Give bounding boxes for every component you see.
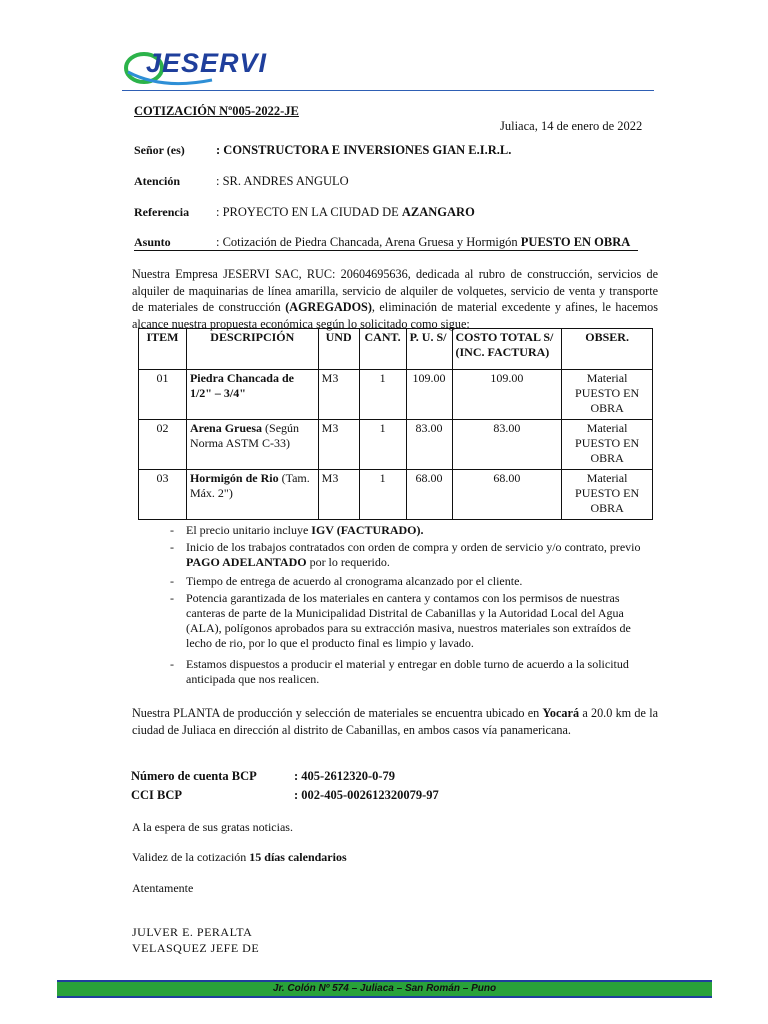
cell-cant: 1: [359, 470, 406, 520]
table-row: [139, 470, 653, 520]
bullet-dash: -: [170, 574, 174, 588]
asunto-text: : Cotización de Piedra Chancada, Arena Gruesa y Hormigón: [216, 235, 521, 249]
bullet-dash: -: [170, 540, 174, 554]
planta-bold: Yocará: [542, 706, 580, 720]
desc-bold: Hormigón de Rio: [189, 471, 279, 485]
referencia-bold: AZANGARO: [401, 205, 475, 219]
note-bold: IGV (FACTURADO).: [311, 523, 424, 537]
note-bold: PAGO ADELANTADO: [186, 555, 307, 569]
bullet-dash: -: [170, 591, 174, 605]
cell-item: 02: [139, 420, 187, 470]
referencia-label: Referencia: [134, 205, 190, 219]
cell-descripcion: [186, 470, 318, 520]
table-header-row: [139, 329, 653, 370]
espera-text: A la espera de sus gratas noticias.: [132, 820, 293, 834]
col-header-item: ITEM: [139, 329, 187, 370]
notes-list: [170, 523, 670, 687]
cell-obser: Material PUESTO EN OBRA: [562, 420, 653, 470]
desc-rest: (Según Norma ASTM C-33): [189, 421, 300, 450]
cell-und: M3: [318, 370, 359, 420]
col-header-pu: P. U. S/: [406, 329, 452, 370]
col-header-obser: OBSER.: [562, 329, 653, 370]
intro-bold: (AGREGADOS): [285, 300, 372, 314]
senor-value: : CONSTRUCTORA E INVERSIONES GIAN E.I.R.L.: [216, 143, 512, 157]
asunto-underline: [134, 250, 638, 251]
desc-rest: (Tam. Máx. 2"): [189, 471, 310, 500]
bank-account-value: : 405-2612320-0-79: [294, 769, 396, 783]
footer-border-bottom: [57, 996, 712, 998]
cell-cant: 1: [359, 420, 406, 470]
cell-und: M3: [318, 420, 359, 470]
note-text: El precio unitario incluye: [186, 523, 312, 537]
note-item: [170, 574, 670, 589]
col-header-cant: CANT.: [359, 329, 406, 370]
cci-label: CCI BCP: [131, 788, 183, 802]
cell-und: M3: [318, 470, 359, 520]
validez-text: [132, 850, 347, 865]
note-item: [170, 657, 666, 687]
col-header-descripcion: DESCRIPCIÓN: [186, 329, 318, 370]
validez-label: Validez de la cotización: [132, 850, 250, 864]
validez-bold: 15 días calendarios: [249, 850, 347, 864]
planta-text-2: a 20.0 km de la ciudad de Juliaca en dirección al distrito de Cabanillas, en ambos casos vía panamericana.: [132, 706, 658, 737]
planta-paragraph: [132, 705, 658, 738]
cell-pu: 83.00: [406, 420, 452, 470]
desc-bold: Arena Gruesa: [189, 421, 263, 435]
cell-total: 83.00: [452, 420, 562, 470]
cell-total: 68.00: [452, 470, 562, 520]
intro-text-1: Nuestra Empresa JESERVI SAC, RUC: 20604695636, dedicada al rubro de construcción, servicios de alquiler de maquinarias de línea amarilla, servicio de alquiler de volquetes, servicio de venta y transporte de materiales de construcción: [132, 267, 658, 314]
note-text: Tiempo de entrega de acuerdo al cronograma alcanzado por el cliente.: [186, 574, 523, 588]
cell-cant: 1: [359, 370, 406, 420]
referencia-text: : PROYECTO EN LA CIUDAD DE: [216, 205, 402, 219]
atencion-label: Atención: [134, 174, 180, 188]
cell-pu: 109.00: [406, 370, 452, 420]
note-item: [170, 540, 670, 570]
cell-item: 01: [139, 370, 187, 420]
note-item: [170, 591, 656, 651]
table-row: [139, 420, 653, 470]
bullet-dash: -: [170, 523, 174, 537]
note-text: Estamos dispuestos a producir el material y entregar en doble turno de acuerdo a la solicitud anticipada que nos realicen.: [186, 657, 629, 686]
signer-title: VELASQUEZ JEFE DE: [132, 941, 260, 955]
note-item: [170, 523, 670, 538]
asunto-bold: PUESTO EN OBRA: [520, 235, 631, 249]
footer-address: Jr. Colón Nº 574 – Juliaca – San Román – Puno: [57, 982, 712, 996]
atencion-value: : SR. ANDRES ANGULO: [216, 174, 349, 188]
desc-bold: Piedra Chancada de 1/2" – 3/4": [189, 371, 294, 400]
asunto-value: [216, 235, 630, 250]
cell-descripcion: [186, 370, 318, 420]
company-logo: [122, 46, 292, 90]
planta-text-1: Nuestra PLANTA de producción y selección de materiales se encuentra ubicado en: [132, 706, 543, 720]
header-divider: [122, 90, 654, 91]
cell-item: 03: [139, 470, 187, 520]
referencia-value: [216, 205, 475, 220]
table-row: [139, 370, 653, 420]
cell-descripcion: [186, 420, 318, 470]
intro-paragraph: [132, 266, 658, 332]
note-text: Inicio de los trabajos contratados con orden de compra y orden de servicio y/o contrato, previo: [186, 540, 641, 554]
signer-name: JULVER E. PERALTA: [132, 925, 253, 939]
col-header-costo-total: COSTO TOTAL S/ (INC. FACTURA): [452, 329, 562, 370]
intro-text-2: , eliminación de material excedente y afines, le hacemos alcance nuestra propuesta económica según lo solicitado como sigue:: [132, 300, 658, 331]
note-text: por lo requerido.: [306, 555, 390, 569]
bank-account-label: Número de cuenta BCP: [131, 769, 257, 783]
cell-obser: Material PUESTO EN OBRA: [562, 370, 653, 420]
atentamente-text: Atentamente: [132, 881, 194, 895]
cell-total: 109.00: [452, 370, 562, 420]
asunto-label: Asunto: [134, 235, 171, 249]
bullet-dash: -: [170, 657, 174, 671]
cell-pu: 68.00: [406, 470, 452, 520]
quote-title: COTIZACIÓN Nº005-2022-JE: [134, 104, 299, 118]
cell-obser: Material PUESTO EN OBRA: [562, 470, 653, 520]
quote-table: [138, 328, 653, 520]
col-header-und: UND: [318, 329, 359, 370]
note-text: Potencia garantizada de los materiales en cantera y contamos con los permisos de nuestras canteras de parte de la Municipalidad Distrital de Cabanillas y la Autoridad Local del Agua (ALA), polígonos aprobados para su extracción masiva, nuestros materiales son extraídos de lecho de rio, por lo que el producto final es limpio y lavado.: [186, 591, 631, 650]
quote-date: Juliaca, 14 de enero de 2022: [500, 119, 643, 133]
logo-text: JESERVI: [146, 48, 268, 78]
cci-value: : 002-405-002612320079-97: [294, 788, 439, 802]
senor-label: Señor (es): [134, 143, 185, 157]
